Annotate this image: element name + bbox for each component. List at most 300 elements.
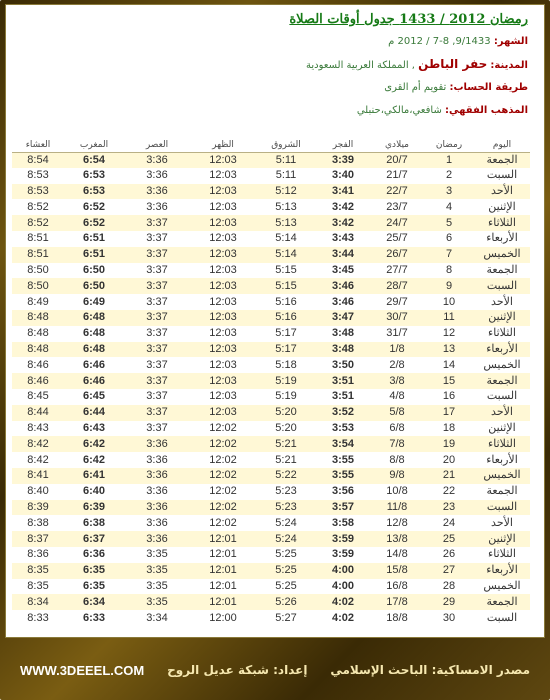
- sunrise-cell: 5:17: [256, 326, 316, 342]
- fajr-cell: 3:41: [316, 184, 370, 200]
- sunrise-cell: 5:16: [256, 310, 316, 326]
- fajr-cell: 3:55: [316, 468, 370, 484]
- maghrib-cell: 6:50: [64, 278, 124, 294]
- gregorian-cell: 22/7: [370, 184, 424, 200]
- ramadan-cell: 22: [424, 484, 474, 500]
- gregorian-cell: 7/8: [370, 436, 424, 452]
- sunrise-cell: 5:21: [256, 436, 316, 452]
- fajr-cell: 3:46: [316, 294, 370, 310]
- sunrise-cell: 5:13: [256, 215, 316, 231]
- dhuhr-cell: 12:03: [190, 294, 256, 310]
- asr-cell: 3:36: [124, 184, 190, 200]
- ramadan-cell: 26: [424, 547, 474, 563]
- sunrise-cell: 5:15: [256, 263, 316, 279]
- asr-cell: 3:36: [124, 484, 190, 500]
- asr-cell: 3:36: [124, 500, 190, 516]
- maghrib-cell: 6:42: [64, 452, 124, 468]
- maghrib-cell: 6:43: [64, 421, 124, 437]
- maghrib-cell: 6:48: [64, 326, 124, 342]
- asr-cell: 3:36: [124, 152, 190, 168]
- fajr-cell: 4:02: [316, 594, 370, 610]
- asr-cell: 3:36: [124, 168, 190, 184]
- ramadan-cell: 25: [424, 531, 474, 547]
- isha-cell: 8:41: [12, 468, 64, 484]
- gregorian-cell: 27/7: [370, 263, 424, 279]
- day-cell: الجمعة: [474, 373, 530, 389]
- fajr-cell: 3:55: [316, 452, 370, 468]
- table-row: [12, 247, 530, 263]
- day-cell: الثلاثاء: [474, 215, 530, 231]
- table-row: [12, 231, 530, 247]
- table-row: [12, 421, 530, 437]
- col-dhuhr: الظهر: [190, 138, 256, 152]
- sunrise-cell: 5:20: [256, 405, 316, 421]
- dhuhr-cell: 12:03: [190, 342, 256, 358]
- asr-cell: 3:36: [124, 452, 190, 468]
- gregorian-cell: 26/7: [370, 247, 424, 263]
- dhuhr-cell: 12:03: [190, 263, 256, 279]
- day-cell: الخميس: [474, 357, 530, 373]
- maghrib-cell: 6:51: [64, 247, 124, 263]
- asr-cell: 3:36: [124, 199, 190, 215]
- ramadan-cell: 2: [424, 168, 474, 184]
- dhuhr-cell: 12:02: [190, 452, 256, 468]
- asr-cell: 3:35: [124, 547, 190, 563]
- sunrise-cell: 5:25: [256, 563, 316, 579]
- month-value: 9/1433, 8-7 / 2012 م: [388, 36, 491, 47]
- col-sunrise: الشروق: [256, 138, 316, 152]
- isha-cell: 8:46: [12, 373, 64, 389]
- day-cell: الجمعة: [474, 263, 530, 279]
- asr-cell: 3:37: [124, 231, 190, 247]
- ramadan-cell: 19: [424, 436, 474, 452]
- fajr-cell: 4:00: [316, 579, 370, 595]
- day-cell: الإثنين: [474, 199, 530, 215]
- ramadan-cell: 15: [424, 373, 474, 389]
- maghrib-cell: 6:46: [64, 357, 124, 373]
- asr-cell: 3:34: [124, 610, 190, 626]
- maghrib-cell: 6:44: [64, 405, 124, 421]
- maghrib-cell: 6:35: [64, 563, 124, 579]
- fajr-cell: 3:48: [316, 326, 370, 342]
- table-row: [12, 452, 530, 468]
- dhuhr-cell: 12:03: [190, 168, 256, 184]
- day-cell: الخميس: [474, 468, 530, 484]
- ramadan-cell: 4: [424, 199, 474, 215]
- table-header-row: [12, 138, 530, 152]
- gregorian-cell: 29/7: [370, 294, 424, 310]
- day-cell: الجمعة: [474, 594, 530, 610]
- table-row: [12, 594, 530, 610]
- isha-cell: 8:35: [12, 579, 64, 595]
- isha-cell: 8:50: [12, 263, 64, 279]
- ramadan-cell: 23: [424, 500, 474, 516]
- maghrib-cell: 6:39: [64, 500, 124, 516]
- col-ramadan: رمضان: [424, 138, 474, 152]
- ramadan-cell: 10: [424, 294, 474, 310]
- asr-cell: 3:37: [124, 294, 190, 310]
- madhhab-value: شافعي،مالكي،حنبلي: [356, 105, 442, 116]
- fajr-cell: 3:56: [316, 484, 370, 500]
- asr-cell: 3:37: [124, 405, 190, 421]
- maghrib-cell: 6:45: [64, 389, 124, 405]
- asr-cell: 3:37: [124, 357, 190, 373]
- dhuhr-cell: 12:02: [190, 515, 256, 531]
- fajr-cell: 3:45: [316, 263, 370, 279]
- fajr-cell: 4:00: [316, 563, 370, 579]
- isha-cell: 8:36: [12, 547, 64, 563]
- table-row: [12, 515, 530, 531]
- sunrise-cell: 5:12: [256, 184, 316, 200]
- gregorian-cell: 28/7: [370, 278, 424, 294]
- gregorian-cell: 23/7: [370, 199, 424, 215]
- sunrise-cell: 5:24: [256, 531, 316, 547]
- table-row: [12, 547, 530, 563]
- isha-cell: 8:43: [12, 421, 64, 437]
- table-row: [12, 500, 530, 516]
- ramadan-cell: 21: [424, 468, 474, 484]
- dhuhr-cell: 12:03: [190, 278, 256, 294]
- dhuhr-cell: 12:01: [190, 547, 256, 563]
- table-row: [12, 278, 530, 294]
- dhuhr-cell: 12:03: [190, 310, 256, 326]
- isha-cell: 8:46: [12, 357, 64, 373]
- table-row: [12, 357, 530, 373]
- asr-cell: 3:37: [124, 278, 190, 294]
- isha-cell: 8:53: [12, 168, 64, 184]
- day-cell: السبت: [474, 500, 530, 516]
- gregorian-cell: 15/8: [370, 563, 424, 579]
- fajr-cell: 3:57: [316, 500, 370, 516]
- gregorian-cell: 24/7: [370, 215, 424, 231]
- gregorian-cell: 10/8: [370, 484, 424, 500]
- table-row: [12, 152, 530, 168]
- isha-cell: 8:35: [12, 563, 64, 579]
- dhuhr-cell: 12:02: [190, 484, 256, 500]
- maghrib-cell: 6:40: [64, 484, 124, 500]
- gregorian-cell: 9/8: [370, 468, 424, 484]
- gregorian-cell: 21/7: [370, 168, 424, 184]
- schedule-header: [16, 10, 536, 128]
- isha-cell: 8:48: [12, 342, 64, 358]
- ramadan-cell: 8: [424, 263, 474, 279]
- sunrise-cell: 5:27: [256, 610, 316, 626]
- day-cell: الثلاثاء: [474, 326, 530, 342]
- fajr-cell: 3:51: [316, 389, 370, 405]
- day-cell: الأحد: [474, 405, 530, 421]
- maghrib-cell: 6:50: [64, 263, 124, 279]
- table-row: [12, 468, 530, 484]
- ramadan-cell: 5: [424, 215, 474, 231]
- fajr-cell: 3:42: [316, 215, 370, 231]
- dhuhr-cell: 12:02: [190, 500, 256, 516]
- dhuhr-cell: 12:03: [190, 389, 256, 405]
- dhuhr-cell: 12:03: [190, 373, 256, 389]
- maghrib-cell: 6:46: [64, 373, 124, 389]
- sunrise-cell: 5:18: [256, 357, 316, 373]
- ramadan-cell: 3: [424, 184, 474, 200]
- asr-cell: 3:37: [124, 421, 190, 437]
- fajr-cell: 3:52: [316, 405, 370, 421]
- day-cell: السبت: [474, 610, 530, 626]
- maghrib-cell: 6:53: [64, 168, 124, 184]
- isha-cell: 8:39: [12, 500, 64, 516]
- dhuhr-cell: 12:02: [190, 468, 256, 484]
- maghrib-cell: 6:35: [64, 579, 124, 595]
- fajr-cell: 3:54: [316, 436, 370, 452]
- fajr-cell: 3:58: [316, 515, 370, 531]
- ramadan-cell: 1: [424, 152, 474, 168]
- fajr-cell: 3:50: [316, 357, 370, 373]
- gregorian-cell: 20/7: [370, 152, 424, 168]
- maghrib-cell: 6:52: [64, 215, 124, 231]
- ramadan-cell: 16: [424, 389, 474, 405]
- day-cell: الأحد: [474, 184, 530, 200]
- sunrise-cell: 5:25: [256, 547, 316, 563]
- maghrib-cell: 6:54: [64, 152, 124, 168]
- fajr-cell: 3:47: [316, 310, 370, 326]
- day-cell: الأحد: [474, 294, 530, 310]
- gregorian-cell: 14/8: [370, 547, 424, 563]
- table-row: [12, 389, 530, 405]
- isha-cell: 8:38: [12, 515, 64, 531]
- isha-cell: 8:54: [12, 152, 64, 168]
- day-cell: الخميس: [474, 579, 530, 595]
- dhuhr-cell: 12:03: [190, 184, 256, 200]
- table-row: [12, 310, 530, 326]
- isha-cell: 8:45: [12, 389, 64, 405]
- source-text: مصدر الامساكية: الباحث الإسلامي: [330, 663, 530, 677]
- dhuhr-cell: 12:00: [190, 610, 256, 626]
- prepared-by-text: إعداد: شبكة عديل الروح: [167, 663, 308, 677]
- ramadan-cell: 11: [424, 310, 474, 326]
- day-cell: الأربعاء: [474, 342, 530, 358]
- dhuhr-cell: 12:03: [190, 357, 256, 373]
- gregorian-cell: 4/8: [370, 389, 424, 405]
- dhuhr-cell: 12:03: [190, 405, 256, 421]
- isha-cell: 8:37: [12, 531, 64, 547]
- dhuhr-cell: 12:01: [190, 579, 256, 595]
- gregorian-cell: 5/8: [370, 405, 424, 421]
- ramadan-cell: 9: [424, 278, 474, 294]
- fajr-cell: 3:51: [316, 373, 370, 389]
- maghrib-cell: 6:53: [64, 184, 124, 200]
- asr-cell: 3:37: [124, 373, 190, 389]
- month-row: [16, 30, 528, 53]
- prayer-times-table: [12, 138, 530, 626]
- table-row: [12, 168, 530, 184]
- asr-cell: 3:36: [124, 515, 190, 531]
- fajr-cell: 3:42: [316, 199, 370, 215]
- gregorian-cell: 2/8: [370, 357, 424, 373]
- gregorian-cell: 3/8: [370, 373, 424, 389]
- asr-cell: 3:37: [124, 310, 190, 326]
- maghrib-cell: 6:52: [64, 199, 124, 215]
- ramadan-cell: 17: [424, 405, 474, 421]
- table-row: [12, 436, 530, 452]
- day-cell: السبت: [474, 168, 530, 184]
- day-cell: الأربعاء: [474, 231, 530, 247]
- city-row: [16, 53, 528, 76]
- sunrise-cell: 5:13: [256, 199, 316, 215]
- sunrise-cell: 5:14: [256, 247, 316, 263]
- isha-cell: 8:34: [12, 594, 64, 610]
- col-asr: العصر: [124, 138, 190, 152]
- method-label: طريقة الحساب:: [449, 82, 528, 93]
- maghrib-cell: 6:48: [64, 342, 124, 358]
- footer-bar: [0, 640, 550, 700]
- ramadan-cell: 13: [424, 342, 474, 358]
- isha-cell: 8:50: [12, 278, 64, 294]
- sunrise-cell: 5:19: [256, 389, 316, 405]
- ramadan-cell: 29: [424, 594, 474, 610]
- table-row: [12, 199, 530, 215]
- isha-cell: 8:52: [12, 215, 64, 231]
- gregorian-cell: 12/8: [370, 515, 424, 531]
- gregorian-cell: 1/8: [370, 342, 424, 358]
- isha-cell: 8:33: [12, 610, 64, 626]
- ramadan-cell: 20: [424, 452, 474, 468]
- col-day: اليوم: [474, 138, 530, 152]
- sunrise-cell: 5:20: [256, 421, 316, 437]
- asr-cell: 3:35: [124, 579, 190, 595]
- isha-cell: 8:42: [12, 436, 64, 452]
- fajr-cell: 3:59: [316, 531, 370, 547]
- fajr-cell: 3:43: [316, 231, 370, 247]
- ramadan-cell: 24: [424, 515, 474, 531]
- maghrib-cell: 6:37: [64, 531, 124, 547]
- website-link[interactable]: WWW.3DEEEL.COM: [20, 662, 145, 678]
- table-row: [12, 263, 530, 279]
- asr-cell: 3:36: [124, 436, 190, 452]
- day-cell: الإثنين: [474, 310, 530, 326]
- gregorian-cell: 16/8: [370, 579, 424, 595]
- dhuhr-cell: 12:03: [190, 152, 256, 168]
- isha-cell: 8:53: [12, 184, 64, 200]
- gregorian-cell: 30/7: [370, 310, 424, 326]
- isha-cell: 8:48: [12, 326, 64, 342]
- fajr-cell: 3:40: [316, 168, 370, 184]
- table-row: [12, 405, 530, 421]
- dhuhr-cell: 12:03: [190, 215, 256, 231]
- maghrib-cell: 6:42: [64, 436, 124, 452]
- sunrise-cell: 5:19: [256, 373, 316, 389]
- table-row: [12, 579, 530, 595]
- ramadan-cell: 30: [424, 610, 474, 626]
- table-row: [12, 484, 530, 500]
- isha-cell: 8:51: [12, 231, 64, 247]
- sunrise-cell: 5:24: [256, 515, 316, 531]
- day-cell: الجمعة: [474, 484, 530, 500]
- sunrise-cell: 5:17: [256, 342, 316, 358]
- ramadan-cell: 12: [424, 326, 474, 342]
- dhuhr-cell: 12:02: [190, 436, 256, 452]
- day-cell: الثلاثاء: [474, 436, 530, 452]
- gregorian-cell: 11/8: [370, 500, 424, 516]
- fajr-cell: 3:44: [316, 247, 370, 263]
- asr-cell: 3:37: [124, 389, 190, 405]
- fajr-cell: 4:02: [316, 610, 370, 626]
- gregorian-cell: 8/8: [370, 452, 424, 468]
- ramadan-cell: 27: [424, 563, 474, 579]
- sunrise-cell: 5:26: [256, 594, 316, 610]
- sunrise-cell: 5:15: [256, 278, 316, 294]
- city-country: , المملكة العربية السعودية: [306, 60, 415, 71]
- fajr-cell: 3:48: [316, 342, 370, 358]
- table-row: [12, 610, 530, 626]
- isha-cell: 8:49: [12, 294, 64, 310]
- asr-cell: 3:35: [124, 594, 190, 610]
- sunrise-cell: 5:23: [256, 500, 316, 516]
- isha-cell: 8:52: [12, 199, 64, 215]
- day-cell: الإثنين: [474, 531, 530, 547]
- table-row: [12, 215, 530, 231]
- day-cell: الأحد: [474, 515, 530, 531]
- table-row: [12, 326, 530, 342]
- sunrise-cell: 5:11: [256, 152, 316, 168]
- sunrise-cell: 5:11: [256, 168, 316, 184]
- asr-cell: 3:37: [124, 247, 190, 263]
- asr-cell: 3:37: [124, 263, 190, 279]
- dhuhr-cell: 12:01: [190, 531, 256, 547]
- table-row: [12, 531, 530, 547]
- sunrise-cell: 5:23: [256, 484, 316, 500]
- dhuhr-cell: 12:03: [190, 247, 256, 263]
- madhhab-row: [16, 99, 528, 122]
- day-cell: الأربعاء: [474, 563, 530, 579]
- table-row: [12, 184, 530, 200]
- fajr-cell: 3:39: [316, 152, 370, 168]
- dhuhr-cell: 12:01: [190, 594, 256, 610]
- maghrib-cell: 6:38: [64, 515, 124, 531]
- ramadan-cell: 18: [424, 421, 474, 437]
- city-label: المدينة:: [490, 60, 528, 71]
- dhuhr-cell: 12:03: [190, 231, 256, 247]
- maghrib-cell: 6:49: [64, 294, 124, 310]
- col-gregorian: ميلادي: [370, 138, 424, 152]
- method-row: [16, 76, 528, 99]
- dhuhr-cell: 12:03: [190, 199, 256, 215]
- method-value: تقويم أم القرى: [384, 82, 447, 93]
- madhhab-label: المذهب الفقهي:: [445, 105, 528, 116]
- dhuhr-cell: 12:03: [190, 326, 256, 342]
- maghrib-cell: 6:33: [64, 610, 124, 626]
- sunrise-cell: 5:22: [256, 468, 316, 484]
- gregorian-cell: 6/8: [370, 421, 424, 437]
- maghrib-cell: 6:36: [64, 547, 124, 563]
- asr-cell: 3:36: [124, 468, 190, 484]
- day-cell: الإثنين: [474, 421, 530, 437]
- day-cell: السبت: [474, 389, 530, 405]
- table-row: [12, 342, 530, 358]
- maghrib-cell: 6:34: [64, 594, 124, 610]
- fajr-cell: 3:59: [316, 547, 370, 563]
- isha-cell: 8:42: [12, 452, 64, 468]
- day-cell: الأربعاء: [474, 452, 530, 468]
- page-title: رمضان 2012 / 1433 جدول أوقات الصلاة: [289, 12, 528, 27]
- table-row: [12, 294, 530, 310]
- fajr-cell: 3:53: [316, 421, 370, 437]
- asr-cell: 3:37: [124, 342, 190, 358]
- col-fajr: الفجر: [316, 138, 370, 152]
- asr-cell: 3:37: [124, 215, 190, 231]
- table-row: [12, 563, 530, 579]
- col-isha: العشاء: [12, 138, 64, 152]
- isha-cell: 8:44: [12, 405, 64, 421]
- day-cell: الجمعة: [474, 152, 530, 168]
- maghrib-cell: 6:48: [64, 310, 124, 326]
- gregorian-cell: 13/8: [370, 531, 424, 547]
